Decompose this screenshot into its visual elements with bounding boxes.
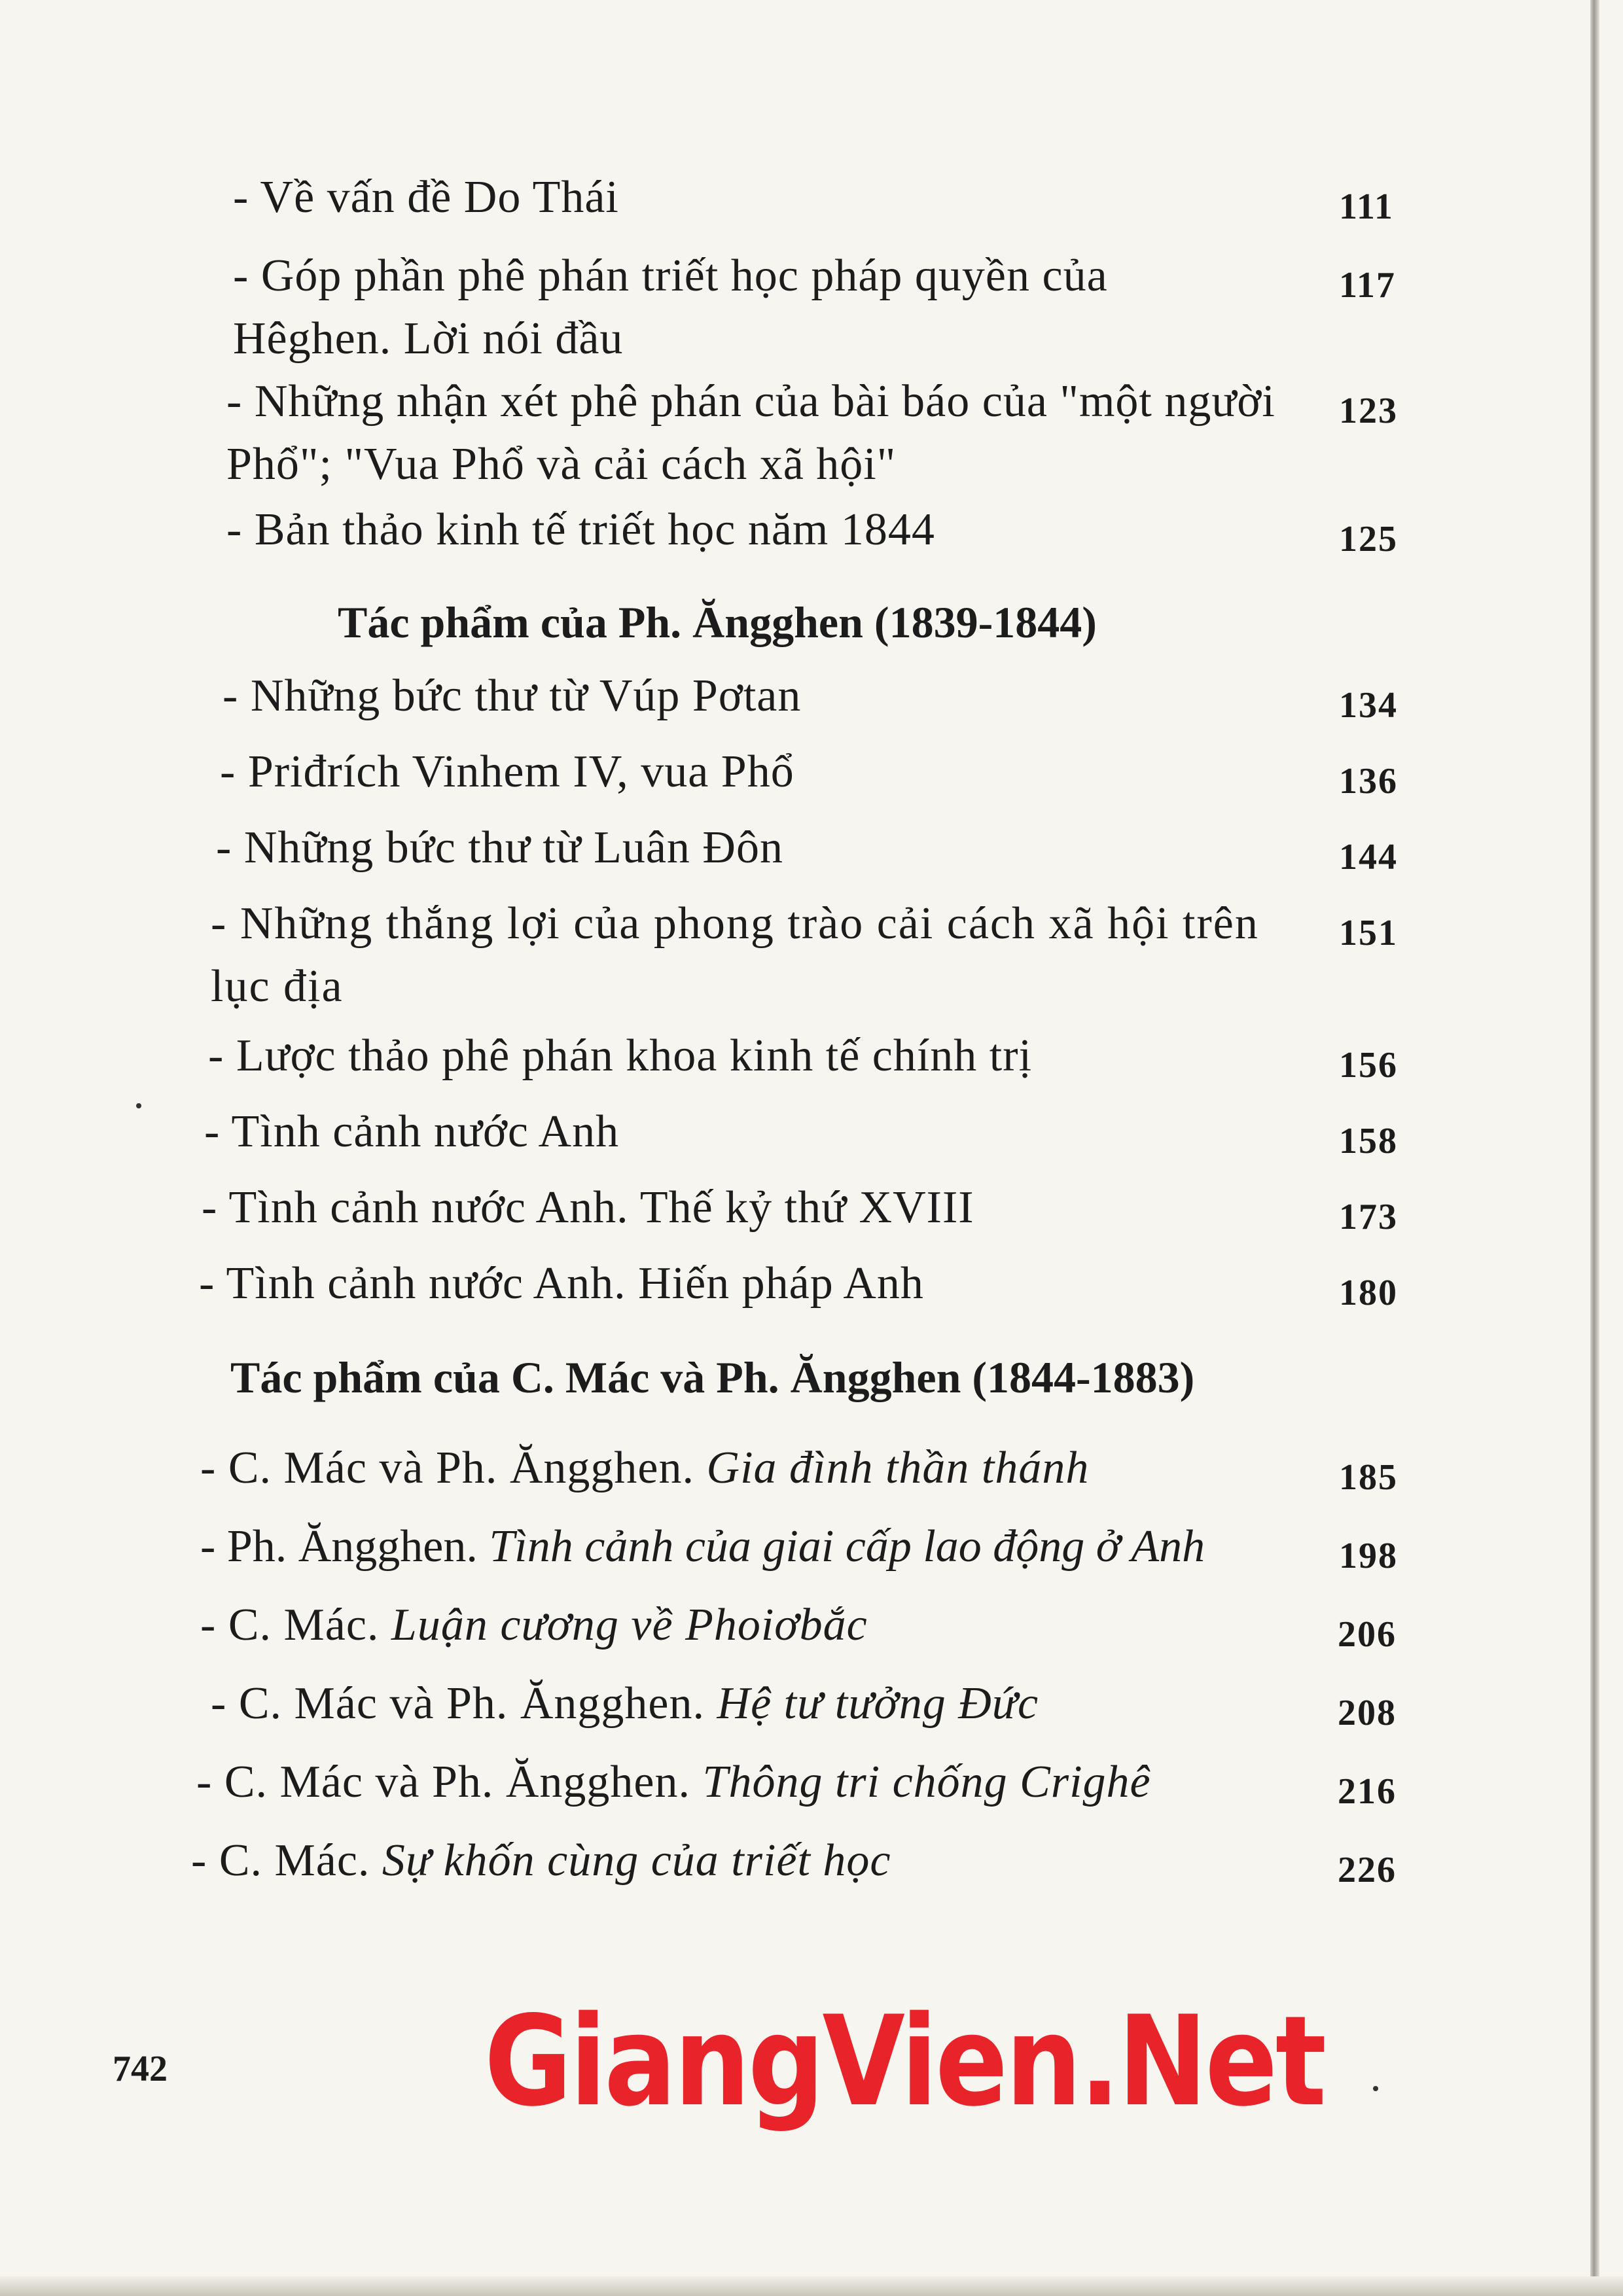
toc-page-number: 198 [1339, 1536, 1398, 1576]
toc-entry[interactable] [191, 1829, 1397, 1892]
toc-entry-title: - Priđrích Vinhem IV, vua Phổ [220, 747, 794, 797]
toc-entry[interactable] [211, 1672, 1397, 1735]
toc-page-number: 125 [1339, 519, 1398, 559]
toc-entry[interactable] [196, 1751, 1397, 1814]
toc-entry[interactable] [200, 1437, 1398, 1500]
toc-entry-title: - C. Mác. Luận cương về Phoiơbắc [200, 1600, 868, 1650]
toc-page-number: 206 [1338, 1614, 1397, 1655]
toc-entry[interactable] [200, 1594, 1397, 1657]
toc-entry[interactable] [216, 817, 1398, 879]
toc-entry[interactable] [233, 166, 1394, 229]
toc-entry-title: - Những bức thư từ Luân Đôn [216, 822, 783, 873]
watermark-logo: GiangVien.Net [484, 1989, 1325, 2134]
page-number: 742 [113, 2049, 168, 2089]
toc-page-number: 216 [1338, 1771, 1397, 1812]
toc-entry[interactable] [226, 370, 1398, 496]
toc-entry[interactable] [208, 1025, 1398, 1087]
toc-entry[interactable] [233, 245, 1396, 370]
toc-entry-title: - Tình cảnh nước Anh. Hiến pháp Anh [199, 1258, 924, 1309]
toc-entry-title: - C. Mác và Ph. Ăngghen. Gia đình thần thánh [200, 1443, 1090, 1493]
page-edge-right [1590, 0, 1599, 2296]
section-heading: Tác phẩm của C. Mác và Ph. Ăngghen (1844-1883) [230, 1352, 1195, 1402]
toc-entry-title: - C. Mác và Ph. Ăngghen. Hệ tư tưởng Đức [211, 1678, 1039, 1729]
toc-entry[interactable] [226, 499, 1398, 561]
toc-page-number: 134 [1339, 685, 1398, 726]
toc-page-number: 208 [1338, 1693, 1397, 1733]
toc-entry[interactable] [220, 741, 1398, 804]
toc-entry-title: - Ph. Ăngghen. Tình cảnh của giai cấp lao động ở Anh [200, 1521, 1205, 1572]
toc-entry-title: - Những bức thư từ Vúp Pơtan [223, 671, 802, 721]
toc-entry[interactable] [204, 1101, 1398, 1163]
toc-page-number: 180 [1339, 1273, 1398, 1313]
toc-page-number: 136 [1339, 761, 1398, 802]
scan-speck [136, 1103, 141, 1108]
toc-page-number: 144 [1339, 837, 1398, 877]
toc-entry[interactable] [200, 1515, 1398, 1578]
toc-entry[interactable] [211, 892, 1398, 1018]
toc-entry[interactable] [199, 1252, 1398, 1315]
toc-entry-title: - Về vấn đề Do Thái [233, 172, 619, 222]
toc-entry-title: - Những thắng lợi của phong trào cải cách xã hội trên lục địa [211, 898, 1259, 1012]
toc-entry[interactable] [202, 1176, 1398, 1239]
toc-page-number: 111 [1339, 186, 1394, 227]
toc-entry-title: - Tình cảnh nước Anh [204, 1106, 620, 1157]
toc-page-number: 173 [1339, 1197, 1398, 1237]
toc-entry-title: - Lược thảo phê phán khoa kinh tế chính trị [208, 1031, 1033, 1081]
toc-entry[interactable] [223, 665, 1398, 728]
section-heading: Tác phẩm của Ph. Ăngghen (1839-1844) [338, 597, 1097, 647]
toc-entry-title: - Bản thảo kinh tế triết học năm 1844 [226, 504, 935, 555]
toc-page-number: 158 [1339, 1121, 1398, 1161]
toc-page-number: 123 [1339, 391, 1398, 431]
toc-entry-title: - Tình cảnh nước Anh. Thế kỷ thứ XVIII [202, 1182, 974, 1233]
toc-page-number: 185 [1339, 1457, 1398, 1498]
toc-page-number: 156 [1339, 1045, 1398, 1086]
toc-entry-title: - C. Mác và Ph. Ăngghen. Thông tri chống Crighê [196, 1757, 1151, 1807]
toc-page-number: 226 [1338, 1850, 1397, 1890]
toc-page-number: 151 [1339, 913, 1398, 953]
toc-page-number: 117 [1339, 265, 1396, 306]
toc-entry-title: - C. Mác. Sự khốn cùng của triết học [191, 1835, 891, 1886]
toc-entry-title: - Góp phần phê phán triết học pháp quyền của Hêghen. Lời nói đầu [233, 251, 1108, 364]
toc-entry-title: - Những nhận xét phê phán của bài báo của "một người Phổ"; "Vua Phổ và cải cách xã hội" [226, 376, 1275, 489]
scan-speck [1373, 2086, 1378, 2091]
page-edge-bottom [0, 2276, 1623, 2296]
